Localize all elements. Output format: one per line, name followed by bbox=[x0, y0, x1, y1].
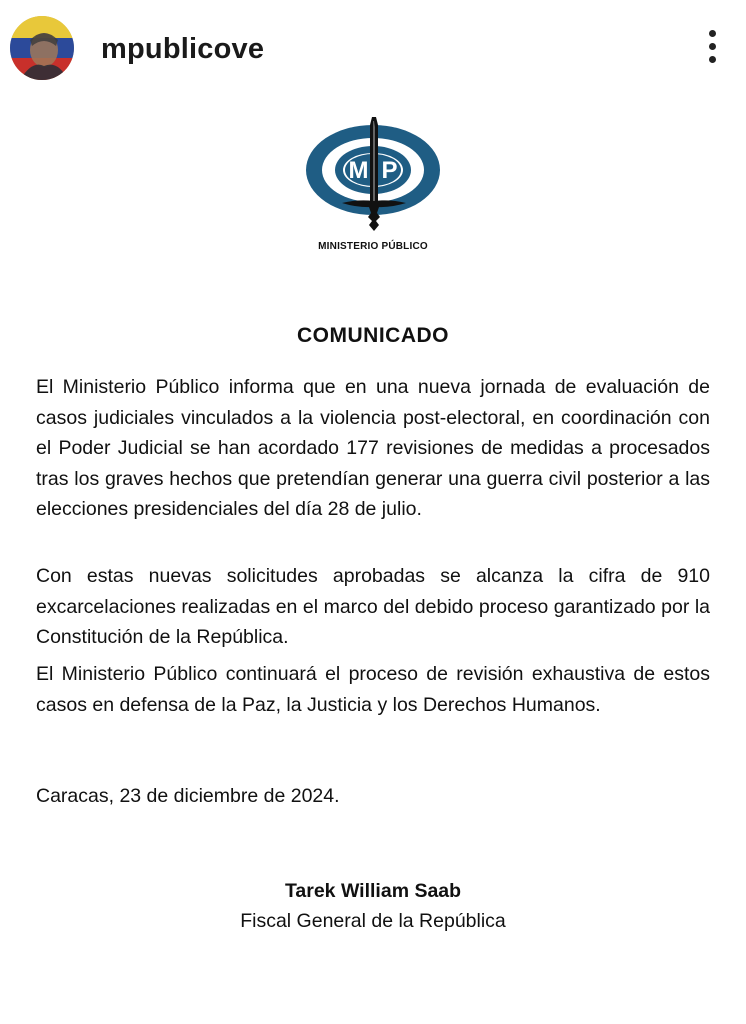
vertical-ellipsis-icon bbox=[700, 30, 724, 63]
avatar[interactable] bbox=[10, 16, 74, 80]
signer-name: Tarek William Saab bbox=[284, 880, 462, 902]
logo-monogram: MP bbox=[348, 157, 411, 184]
logo-caption: MINISTERIO PÚBLICO bbox=[318, 241, 428, 252]
username[interactable]: mpublicove bbox=[101, 33, 265, 65]
document-heading: COMUNICADO bbox=[297, 324, 449, 347]
date-line: Caracas, 23 de diciembre de 2024. bbox=[36, 785, 340, 807]
paragraph-3: El Ministerio Público continuará el proceso de revisión exhaustiva de estos casos en defensa de la Paz, la Justicia y los Derechos Humanos. bbox=[36, 663, 710, 716]
paragraph-1: El Ministerio Público informa que en una nueva jornada de evaluación de casos judiciales vinculados a la violencia post-electoral, en coordinación con el Poder Judicial se han acordado 177 revisiones de medidas a procesados tras los graves hechos que pretendían generar una guerra civil posterior a las elecciones presidenciales del día 28 de julio. bbox=[36, 376, 710, 520]
avatar-photo bbox=[10, 16, 74, 80]
paragraph-2: Con estas nuevas solicitudes aprobadas se alcanza la cifra de 910 excarcelaciones realizadas en el marco del debido proceso garantizado por la Constitución de la República. bbox=[36, 565, 710, 648]
signature-block bbox=[0, 876, 746, 936]
more-options-button[interactable] bbox=[700, 30, 724, 70]
ministerio-logo bbox=[296, 115, 450, 255]
signer-title: Fiscal General de la República bbox=[240, 910, 506, 932]
post-header bbox=[0, 0, 746, 100]
